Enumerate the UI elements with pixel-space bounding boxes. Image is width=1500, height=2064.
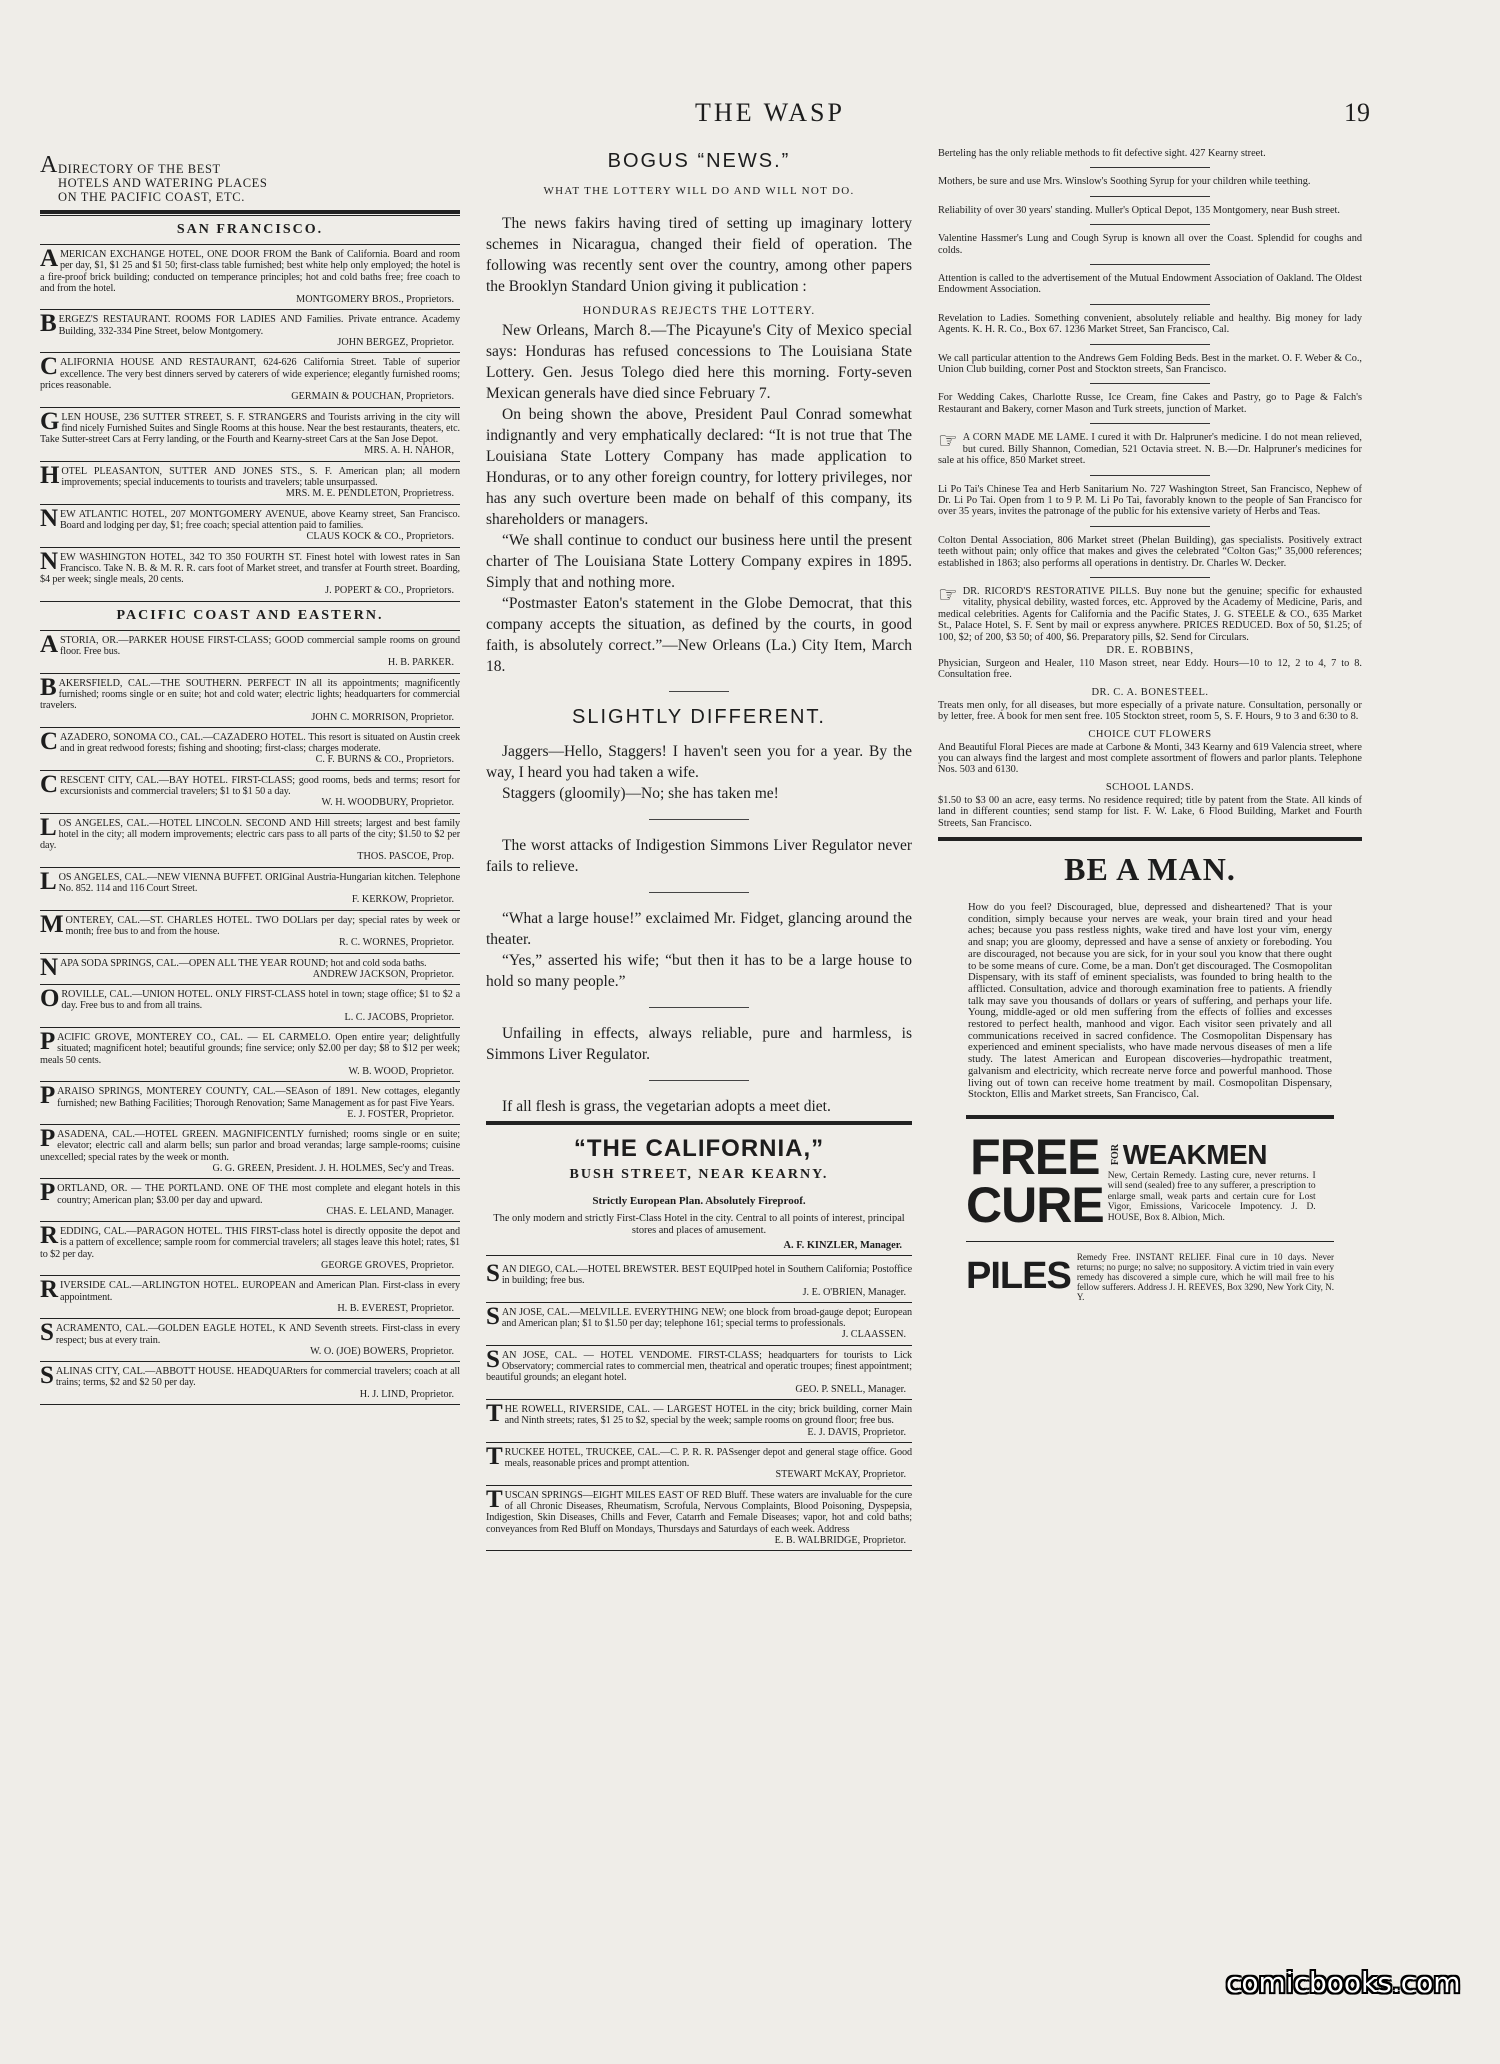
- entry-text: OS ANGELES, CAL.—HOTEL LINCOLN. SECOND AND Hill streets; largest and best family hotel in the city; all modern improvements; electric cars pass to all parts of the city; $1.50 to $2 per day.: [40, 817, 460, 852]
- directory-entry: [40, 953, 460, 981]
- directory-entry: [40, 630, 460, 669]
- drop-cap: T: [486, 1399, 503, 1427]
- directory-entry: [40, 727, 460, 766]
- entry-proprietor: GEORGE GROVES, Proprietor.: [321, 1260, 454, 1272]
- entry-text: ONTEREY, CAL.—ST. CHARLES HOTEL. TWO DOLlars per day; special rates by week or month; free bus to and from the house.: [65, 914, 460, 937]
- divider: [1090, 526, 1210, 527]
- be-a-man-title: BE A MAN.: [1064, 851, 1236, 888]
- drop-cap: P: [40, 1179, 56, 1207]
- directory-title-text: DIRECTORY OF THE BEST HOTELS AND WATERING PLACES ON THE PACIFIC COAST, ETC.: [58, 162, 268, 204]
- entry-proprietor: CHAS. E. LELAND, Manager.: [326, 1205, 454, 1217]
- entry-proprietor: GEO. P. SNELL, Manager.: [795, 1383, 906, 1395]
- divider: [1090, 423, 1210, 424]
- entry-text: MERICAN EXCHANGE HOTEL, ONE DOOR FROM the Bank of California. Board and room per day, $1, $1 25 and $1 50; first-class table furnished; best white help only employed; the hotel is a fire-proof brick building; conducted on temperance principles; hot and cold baths free; free coach to and from the hotel.: [40, 249, 460, 294]
- weak-men-headline: WEAKMEN: [1122, 1138, 1267, 1170]
- divider: [1090, 196, 1210, 197]
- divider: [649, 819, 749, 820]
- directory-entry: [486, 1260, 912, 1298]
- california-hotel-manager: A. F. KINZLER, Manager.: [783, 1240, 902, 1251]
- divider: [40, 910, 460, 911]
- divider: [1090, 167, 1210, 168]
- entry-text: EW ATLANTIC HOTEL, 207 MONTGOMERY AVENUE, above Kearny street, San Francisco. Board and lodging per day, $1; free coach; special attention paid to families.: [59, 508, 460, 531]
- drop-cap: A: [40, 630, 58, 658]
- article-paragraph: The news fakirs having tired of setting up imaginary lottery schemes in Nicaragua, changed their field of operation. The following was recently sent over the country, among other papers the Brooklyn Standard Union giving it publication :: [486, 215, 912, 295]
- school-lands-heading: SCHOOL LANDS.: [1105, 781, 1195, 793]
- running-title: THE WASP: [695, 98, 845, 127]
- divider: [40, 601, 460, 602]
- article-paragraph: The worst attacks of Indigestion Simmons Liver Regulator never fails to relieve.: [486, 837, 912, 875]
- entry-text: LEN HOUSE, 236 SUTTER STREET, S. F. STRANGERS and Tourists arriving in the city will find nicely Furnished Suites and Single Rooms at this house. Near the best restaurants, theaters, etc. Take Sutter-street Cars at Ferry landing, or the Fourth and Kearny-street Cars at the San Jose Depot.: [40, 411, 460, 446]
- divider: [938, 837, 1362, 841]
- small-ad: Revelation to Ladies. Something convenient, absolutely reliable and healthy. Big money for lady Agents. K. H. R. Co., Box 67. 1236 Market Street, San Francisco, Cal.: [938, 312, 1362, 336]
- drop-cap: B: [40, 310, 57, 338]
- entry-proprietor: THOS. PASCOE, Prop.: [357, 851, 454, 863]
- directory-entry: [40, 310, 460, 349]
- entry-text: ROVILLE, CAL.—UNION HOTEL. ONLY FIRST-CLASS hotel in town; stage office; $1 to $2 a day. Free bus to and from all trains.: [61, 989, 460, 1012]
- section-heading-san-francisco: SAN FRANCISCO.: [176, 222, 324, 237]
- entry-text: ALINAS CITY, CAL.—ABBOTT HOUSE. HEADQUARters for commercial travelers; coach at all trains; terms, $2 and $2 50 per day.: [55, 1366, 460, 1389]
- entry-text: ASADENA, CAL.—HOTEL GREEN. MAGNIFICENTLY furnished; rooms single or en suite; elevator; electric call and alarm bells; sun parlor and broad verandas; large sample-rooms; cuisine unexcelled; special rates by the week or month.: [40, 1129, 460, 1163]
- directory-entry: [40, 1319, 460, 1357]
- entry-text: AN JOSE, CAL. — HOTEL VENDOME. FIRST-CLASS; headquarters for tourists to Lick Observatory; commercial rates to commercial men, theatrical and operatic troupes; finest appointment; beautiful grounds; an elegant hotel.: [486, 1349, 912, 1384]
- directory-entry: [40, 547, 460, 597]
- divider: [40, 407, 460, 408]
- entry-proprietor: L. C. JACOBS, Proprietor.: [344, 1011, 454, 1023]
- entry-text: EDDING, CAL.—PARAGON HOTEL. THIS FIRST-class hotel is directly opposite the depot and is a pattern of excellence; sample room for commercial travelers; all stages leave this hotel; rates, $1 to $2 per day.: [40, 1226, 460, 1260]
- entry-text: ERGEZ'S RESTAURANT. ROOMS FOR LADIES AND Families. Private entrance. Academy Building, 332-334 Pine Street, below Montgomery.: [58, 314, 460, 337]
- divider: [40, 461, 460, 462]
- directory-entry: [40, 1125, 460, 1174]
- divider: [40, 210, 460, 214]
- entry-proprietor: C. F. BURNS & CO., Proprietors.: [315, 754, 454, 766]
- directory-entry: [486, 1302, 912, 1341]
- entry-proprietor: W. B. WOOD, Proprietor.: [348, 1065, 454, 1077]
- article-paragraph: Staggers (gloomily)—No; she has taken me!: [502, 785, 779, 802]
- divider: [486, 1442, 912, 1443]
- directory-entry: [40, 1222, 460, 1272]
- divider: [486, 1121, 912, 1125]
- divider: [40, 504, 460, 505]
- california-hotel-address: BUSH STREET, NEAR KEARNY.: [569, 1167, 829, 1182]
- drop-cap: L: [40, 813, 57, 841]
- drop-cap: T: [486, 1485, 503, 1513]
- california-hotel-body: The only modern and strictly First-Class Hotel in the city. Central to all points of interest, principal stores and places of amusement.: [493, 1213, 905, 1236]
- article-paragraph: “Yes,” asserted his wife; “but then it has to be a large house to hold so many people.”: [486, 952, 912, 990]
- small-ad: Attention is called to the advertisement of the Mutual Endowment Association of Oakland. The Oldest Endowment Association.: [938, 273, 1362, 296]
- entry-text: EW WASHINGTON HOTEL, 342 TO 350 FOURTH ST. Finest hotel with lowest rates in San Francisco. Take N. B. & M. R. R. cars foot of Market street, and transfer at Fourth street. Boarding, $4 per week; single meals, 20 cents.: [40, 551, 460, 586]
- entry-proprietor: GERMAIN & POUCHAN, Proprietors.: [291, 391, 454, 403]
- drop-cap: T: [486, 1442, 503, 1470]
- flowers-ad: And Beautiful Floral Pieces are made at Carbone & Monti, 343 Kearny and 619 Valencia street, where you can always find the largest and most complete assortment of flowers and parlor plants. Telephone Nos. 503 and 6130.: [938, 741, 1362, 776]
- entry-proprietor: H. J. LIND, Proprietor.: [359, 1388, 454, 1400]
- divider: [1090, 264, 1210, 265]
- california-hotel-title: “THE CALIFORNIA,”: [573, 1135, 825, 1162]
- divider: [486, 1550, 912, 1551]
- divider: [40, 727, 460, 728]
- directory-entry: [40, 910, 460, 949]
- entry-text: AN DIEGO, CAL.—HOTEL BREWSTER. BEST EQUIPped hotel in Southern California; Postoffice in building; free bus.: [501, 1264, 912, 1287]
- drop-cap: S: [486, 1260, 500, 1287]
- school-lands-ad: $1.50 to $3 00 an acre, easy terms. No residence required; title by patent from the State. All kinds of land in different counties; send stamp for list. F. W. Lake, 6 Flood Building, Market and Fourth Streets, San Francisco.: [938, 794, 1362, 829]
- robbins-heading: DR. E. ROBBINS,: [1106, 644, 1194, 656]
- divider: [40, 244, 460, 245]
- directory-entry: [40, 1179, 460, 1217]
- drop-cap: N: [40, 504, 58, 532]
- entry-text: OS ANGELES, CAL.—NEW VIENNA BUFFET. ORIGinal Austria-Hungarian kitchen. Telephone No. 852. 114 and 116 Court Street.: [58, 871, 460, 895]
- divider: [669, 691, 729, 692]
- divider: [1090, 304, 1210, 305]
- pointing-hand-icon: ☞: [938, 428, 958, 454]
- divider: [649, 892, 749, 893]
- be-a-man-body: How do you feel? Discouraged, blue, depressed and disheartened? That is your condition, simply because your nerves are weak, your brain tired and your head aches; because you pass restless nights, wake tired and have lost your vim, energy and snap; you are gloomy, depressed and have a sense of anxiety or foreboding. You are discouraged, not because you are sick, for in your soul you know that there ought to be some means of cure. Come, be a man. Don't get discouraged. The Cosmopolitan Dispensary, with its staff of eminent specialists, was founded to bring health to the afflicted. Consultation, advice and thorough examination free to patients. A friendly talk may save you thousands of dollars or years of suffering, and perhaps your life. Young, middle-aged or old men suffering from the effects of follies and excesses restored to perfect health, manhood and vigor. Each visitor seen privately and all communications received in sacred confidence. The Cosmopolitan Dispensary has experienced and eminent specialists, who have made nervous diseases of men a life study. The latest American and European discoveries—hydropathic treatment, galvanism and electricity, which recreate nerve force and powerful manhood. Those living out of town can receive home treatment by mail. Cosmopolitan Dispensary, Stockton, Ellis and Market streets, San Francisco, Cal.: [968, 902, 1332, 1101]
- free-for-label: FOR: [1109, 1144, 1121, 1166]
- entry-text: HE ROWELL, RIVERSIDE, CAL. — LARGEST HOTEL in the city; brick building, corner Main and Ninth streets; rates, $1 25 to $2, special by the week; sample rooms on ground floor; free bus.: [504, 1403, 912, 1427]
- divider: [40, 1404, 460, 1405]
- free-cure-ad: [966, 1115, 1334, 1233]
- divider: [40, 1221, 460, 1222]
- drop-cap: A: [40, 152, 58, 178]
- divider: [486, 1302, 912, 1303]
- entry-proprietor: G. G. GREEN, President. J. H. HOLMES, Sec'y and Treas.: [212, 1163, 454, 1174]
- bonesteel-ad: Treats men only, for all diseases, but more especially of a private nature. Consultation, personally or by letter, free. A book for men sent free. 105 Stockton street, room 5, S. F. Hours, 9 to 3 and 6:30 to 8.: [938, 699, 1362, 723]
- drop-cap: P: [40, 1082, 56, 1110]
- article-paragraph: “We shall continue to conduct our business here until the present charter of The Louisiana State Lottery Company expires in 1895. Simply that and nothing more.: [486, 532, 912, 591]
- divider: [40, 1178, 460, 1179]
- drop-cap: O: [40, 985, 60, 1013]
- divider: [40, 630, 460, 631]
- divider: [40, 1361, 460, 1362]
- article-paragraph: Unfailing in effects, always reliable, pure and harmless, is Simmons Liver Regulator.: [486, 1025, 912, 1063]
- article-paragraph: If all flesh is grass, the vegetarian adopts a meet diet.: [502, 1098, 831, 1115]
- article-paragraph: “Postmaster Eaton's statement in the Globe Democrat, that this company accepts the situation, as defined by the courts, in good faith, is absolutely correct.”—New Orleans (La.) City Item, March 18.: [486, 595, 912, 675]
- divider: [40, 547, 460, 548]
- divider: [1090, 577, 1210, 578]
- entry-text: USCAN SPRINGS—EIGHT MILES EAST OF RED Bluff. These waters are invaluable for the cure of all Chronic Diseases, Rheumatism, Scrofula, Nervous Complaints, Blood Poisoning, Dyspepsia, Indigestion, Skin Diseases, Chills and Fever, Catarrh and Female Diseases; vapor, hot and cold baths; conveyances from Red Bluff on Mondays, Thursdays and Saturdays of each week. Address: [486, 1489, 912, 1535]
- drop-cap: L: [40, 867, 57, 895]
- piles-ad: [966, 1241, 1334, 1302]
- divider: [486, 1399, 912, 1400]
- entry-text: RESCENT CITY, CAL.—BAY HOTEL. FIRST-CLASS; good rooms, beds and terms; resort for excursionists and commercial travelers; $1 to $1 50 a day.: [59, 774, 460, 797]
- drop-cap: C: [40, 770, 58, 798]
- drop-cap: S: [486, 1345, 500, 1373]
- directory-entry: [40, 407, 460, 457]
- drop-cap: S: [40, 1362, 54, 1390]
- hotel-directory-column: [40, 148, 460, 1978]
- california-hotel-plan: Strictly European Plan. Absolutely Fireproof.: [592, 1195, 806, 1207]
- divider: [40, 215, 460, 216]
- directory-entry: [40, 245, 460, 306]
- drop-cap: R: [40, 1222, 58, 1250]
- entry-text: RUCKEE HOTEL, TRUCKEE, CAL.—C. P. R. R. PASsenger depot and general stage office. Good meals, reasonable prices and prompt attention.: [504, 1446, 912, 1470]
- directory-entry: [486, 1345, 912, 1395]
- entry-text: AZADERO, SONOMA CO., CAL.—CAZADERO HOTEL. This resort is situated on Austin creek and in great redwood forests; fishing and shooting; first-class; charges moderate.: [59, 731, 460, 755]
- divider: [486, 1485, 912, 1486]
- entry-proprietor: E. J. DAVIS, Proprietor.: [807, 1426, 906, 1438]
- entry-text: AKERSFIELD, CAL.—THE SOUTHERN. PERFECT IN all its appointments; magnificently furnished; rooms single or en suite; hot and cold water; electric lights; headquarters for commercial travelers.: [40, 677, 460, 712]
- divider: [40, 813, 460, 814]
- entry-text: ACRAMENTO, CAL.—GOLDEN EAGLE HOTEL, K AND Seventh streets. First-class in every respect; bus at every train.: [55, 1323, 460, 1346]
- directory-entry: [40, 1028, 460, 1077]
- directory-entry: [40, 1276, 460, 1314]
- entry-proprietor: J. E. O'BRIEN, Manager.: [802, 1286, 906, 1298]
- ricord-pills-ad: ☞ DR. RICORD'S RESTORATIVE PILLS. Buy none but the genuine; specific for exhausted vitality, physical debility, wasted forces, etc. Approved by the Academy of Medicine, Paris, and medical celebrities. Agents for California and the Pacific States, J. G. STEELE & CO., 635 Market St., Palace Hotel, S. F. Sent by mail or express anywhere. PRICES REDUCED. Box of 50, $1.25; of 100, $2; of 200, $3 50; of 400, $6. Preparatory pills, $2. Send for Circulars.: [938, 581, 1362, 643]
- divider: [1090, 475, 1210, 476]
- divider: [40, 1124, 460, 1125]
- directory-entry: [486, 1442, 912, 1481]
- directory-entry: [40, 461, 460, 500]
- drop-cap: M: [40, 910, 64, 938]
- flowers-heading: CHOICE CUT FLOWERS: [1088, 728, 1212, 740]
- free-cure-headline: FREE CURE: [966, 1128, 1104, 1233]
- small-ad: We call particular attention to the Andrews Gem Folding Beds. Best in the market. O. F. Weber & Co., Union Club building, corner Post and Stockton streets, San Francisco.: [938, 352, 1362, 376]
- entry-proprietor: R. C. WORNES, Proprietor.: [339, 937, 454, 949]
- divider: [649, 1007, 749, 1008]
- divider: [40, 770, 460, 771]
- ads-column: [938, 148, 1362, 1988]
- entry-proprietor: H. B. EVEREST, Proprietor.: [337, 1302, 454, 1314]
- divider: [40, 984, 460, 985]
- entry-proprietor: ANDREW JACKSON, Proprietor.: [312, 968, 454, 980]
- entry-text: ARAISO SPRINGS, MONTEREY COUNTY, CAL.—SEAson of 1891. New cottages, elegantly furnished; new Bathing Facilities; Thorough Renovation; Same Management as for past Five Years.: [57, 1086, 460, 1109]
- divider: [40, 673, 460, 674]
- drop-cap: R: [40, 1276, 58, 1304]
- article-subtitle: WHAT THE LOTTERY WILL DO AND WILL NOT DO.: [543, 185, 855, 197]
- directory-entry: [40, 985, 460, 1023]
- robbins-ad: Physician, Surgeon and Healer, 110 Mason street, near Eddy. Hours—10 to 12, 2 to 4, 7 to 8. Consultation free.: [938, 657, 1362, 681]
- small-ad: Reliability of over 30 years' standing. Muller's Optical Depot, 135 Montgomery, near Bush street.: [938, 204, 1340, 216]
- drop-cap: S: [40, 1319, 54, 1347]
- directory-entry: [40, 504, 460, 543]
- divider: [40, 1081, 460, 1082]
- drop-cap: A: [40, 245, 58, 272]
- directory-entry: [486, 1485, 912, 1546]
- drop-cap: H: [40, 461, 60, 489]
- directory-entry: [40, 353, 460, 403]
- directory-entry: [40, 770, 460, 809]
- small-ad: Berteling has the only reliable methods to fit defective sight. 427 Kearny street.: [938, 148, 1266, 159]
- piles-text: Remedy Free. INSTANT RELIEF. Final cure in 10 days. Never returns; no purge; no salve; no suppository. A victim tried in vain every remedy has discovered a simple cure, which he will mail free to his fellow sufferers. Address J. H. REEVES, Box 3290, New York City, N. Y.: [1076, 1251, 1334, 1302]
- li-po-tai-ad: Li Po Tai's Chinese Tea and Herb Sanitarium No. 727 Washington Street, San Francisco, Nephew of Dr. Li Po Tai. Open from 1 to 9 P. M. Li Po Tai, favorably known to the people of San Francisco for over 35 years, invites the patronage of the public for his extensive variety of Herbs and Teas.: [938, 483, 1362, 518]
- pacific-hotel-list: [40, 630, 460, 1405]
- small-ads-list: [938, 148, 1362, 424]
- article-title-slightly-different: SLIGHTLY DIFFERENT.: [572, 706, 826, 728]
- article-paragraph: Jaggers—Hello, Staggers! I haven't seen you for a year. By the way, I heard you had taken a wife.: [486, 743, 912, 781]
- entry-proprietor: CLAUS KOCK & CO., Proprietors.: [306, 531, 454, 543]
- entry-text: STORIA, OR.—PARKER HOUSE FIRST-CLASS; GOOD commercial sample rooms on ground floor. Free bus.: [59, 634, 460, 658]
- drop-cap: C: [40, 353, 58, 381]
- drop-cap: P: [40, 1028, 56, 1056]
- drop-cap: S: [486, 1302, 500, 1330]
- entry-proprietor: W. H. WOODBURY, Proprietor.: [321, 797, 454, 809]
- small-ad: Mothers, be sure and use Mrs. Winslow's Soothing Syrup for your children while teething.: [938, 176, 1311, 188]
- corn-ad: ☞ A CORN MADE ME LAME. I cured it with Dr. Halpruner's medicine. I do not mean relieved, but cured. Billy Shannon, Comedian, 521 Octavia street. N. B.—Dr. Halpruner's medicines for sale at his office, 850 Market street.: [938, 428, 1362, 467]
- entry-text: ACIFIC GROVE, MONTEREY CO., CAL. — EL CARMELO. Open entire year; delightfully situated; magnificent hotel; beautiful grounds; fine service; only $2.00 per day; $8 to $12 per week; meals 50 cents.: [40, 1032, 460, 1066]
- hotel-list: [486, 1260, 912, 1551]
- divider: [40, 1318, 460, 1319]
- pointing-hand-icon: ☞: [938, 581, 958, 607]
- directory-entry: [40, 867, 460, 906]
- entry-text: OTEL PLEASANTON, SUTTER AND JONES STS., S. F. American plan; all modern improvements; special inducements to tourists and travelers; table unsurpassed.: [61, 465, 460, 489]
- small-ad: Valentine Hassmer's Lung and Cough Syrup is known all over the Coast. Splendid for coughs and colds.: [938, 233, 1362, 256]
- piles-headline: PILES: [966, 1255, 1071, 1298]
- entry-text: IVERSIDE CAL.—ARLINGTON HOTEL. EUROPEAN and American Plan. First-class in every appointment.: [59, 1280, 460, 1303]
- article-paragraph: New Orleans, March 8.—The Picayune's City of Mexico special says: Honduras has refused concessions to The Louisiana State Lottery. Gen. Jesus Tolego died here this morning. Forty-seven Mexican generals have died since February 7.: [486, 322, 912, 402]
- divider: [1090, 224, 1210, 225]
- divider: [40, 953, 460, 954]
- drop-cap: G: [40, 407, 60, 435]
- divider: [1090, 344, 1210, 345]
- free-cure-text: New, Certain Remedy. Lasting cure, never returns. I will send (sealed) free to any sufferer, a prescription to enlarge small, weak parts and certain cure for Lost Vigor, Emissions, Varicocele Impotency. J. D. HOUSE, Box 8. Albion, Mich.: [1107, 1170, 1316, 1223]
- article-subheading: HONDURAS REJECTS THE LOTTERY.: [582, 303, 816, 317]
- colton-dental-ad: Colton Dental Association, 806 Market street (Phelan Building), gas specialists. Positively extract teeth without pain; only office that makes and gives the celebrated “Colton Gas;” 35,000 references; established in 1863; also performs all operations in dentistry. Dr. Charles W. Decker.: [938, 534, 1362, 569]
- divider: [40, 1027, 460, 1028]
- drop-cap: C: [40, 727, 58, 755]
- section-heading-pacific-coast: PACIFIC COAST AND EASTERN.: [116, 607, 384, 623]
- entry-proprietor: E. J. FOSTER, Proprietor.: [347, 1108, 454, 1120]
- directory-entry: [40, 673, 460, 723]
- entry-proprietor: E. B. WALBRIDGE, Proprietor.: [774, 1534, 906, 1546]
- entry-proprietor: F. KERKOW, Proprietor.: [351, 894, 454, 906]
- divider: [40, 352, 460, 353]
- divider: [1090, 383, 1210, 384]
- entry-proprietor: MONTGOMERY BROS., Proprietors.: [296, 294, 454, 306]
- directory-entry: [40, 813, 460, 863]
- directory-entry: [40, 1362, 460, 1400]
- entry-proprietor: W. O. (JOE) BOWERS, Proprietor.: [310, 1345, 454, 1357]
- article-title-bogus-news: BOGUS “NEWS.”: [607, 150, 791, 172]
- bonesteel-heading: DR. C. A. BONESTEEL.: [1091, 686, 1209, 698]
- divider: [40, 309, 460, 310]
- small-ad: For Wedding Cakes, Charlotte Russe, Ice Cream, fine Cakes and Pastry, go to Page & Falch's Restaurant and Bakery, corner Mason and Turk streets, junction of Market.: [938, 392, 1362, 415]
- page-number: 19: [1344, 98, 1370, 127]
- entry-proprietor: JOHN BERGEZ, Proprietor.: [337, 337, 454, 349]
- entry-proprietor: MRS. M. E. PENDLETON, Proprietress.: [285, 488, 454, 500]
- directory-entry: [40, 1082, 460, 1120]
- drop-cap: B: [40, 673, 57, 701]
- site-watermark: comicbooks.com: [1226, 1966, 1461, 1999]
- entry-proprietor: H. B. PARKER.: [387, 657, 454, 669]
- entry-proprietor: JOHN C. MORRISON, Proprietor.: [311, 711, 454, 723]
- drop-cap: N: [40, 547, 58, 575]
- divider: [40, 867, 460, 868]
- divider: [486, 1255, 912, 1256]
- sf-hotel-list: [40, 245, 460, 602]
- entry-proprietor: MRS. A. H. NAHOR,: [364, 445, 454, 457]
- entry-text: ALIFORNIA HOUSE AND RESTAURANT, 624-626 California Street. Table of superior excellence. The very best dinners served by caterers of wide experience; elegantly furnished rooms; prices reasonable.: [40, 357, 460, 391]
- articles-column: [486, 148, 912, 1978]
- entry-text: ORTLAND, OR. — THE PORTLAND. ONE OF THE most complete and elegant hotels in this country; American plan; $3.00 per day and upward.: [57, 1183, 460, 1206]
- entry-proprietor: J. CLAASSEN.: [841, 1329, 906, 1341]
- directory-title: [40, 148, 460, 204]
- divider: [486, 1345, 912, 1346]
- entry-text: AN JOSE, CAL.—MELVILLE. EVERYTHING NEW; one block from broad-gauge depot; European and American plan; $1 to $1.50 per day; telephone 161; special terms to professionals.: [501, 1306, 912, 1330]
- entry-proprietor: J. POPERT & CO., Proprietors.: [325, 585, 454, 597]
- entry-proprietor: STEWART McKAY, Proprietor.: [775, 1469, 906, 1481]
- article-paragraph: “What a large house!” exclaimed Mr. Fidget, glancing around the theater.: [486, 910, 912, 948]
- drop-cap: N: [40, 953, 58, 981]
- entry-text: APA SODA SPRINGS, CAL.—OPEN ALL THE YEAR ROUND; hot and cold soda baths.: [59, 957, 427, 969]
- directory-entry: [486, 1399, 912, 1438]
- divider: [40, 1275, 460, 1276]
- divider: [649, 1080, 749, 1081]
- article-paragraph: On being shown the above, President Paul Conrad somewhat indignantly and very emphatically declared: “It is not true that The Louisiana State Lottery Company has made application to Honduras, or to any other foreign country, for lottery privileges, nor has any such overture been made on behalf of this company, its shareholders or managers.: [486, 406, 912, 528]
- drop-cap: P: [40, 1125, 56, 1153]
